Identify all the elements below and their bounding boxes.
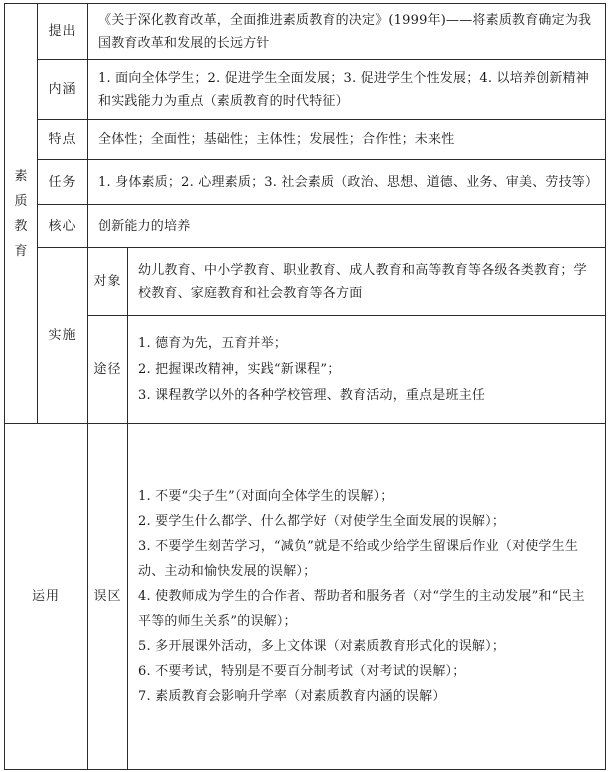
- list-item: 2. 把握课改精神，实践“新课程”；: [138, 361, 341, 377]
- label-wuqu: 误区: [88, 424, 128, 770]
- content-hexin: 创新能力的培养: [88, 205, 606, 248]
- section-title-char: 质: [14, 193, 28, 209]
- list-item: 2. 要学生什么都学、什么都学好（对使学生全面发展的误解）；: [138, 514, 506, 529]
- label-tichu: 提出: [38, 4, 88, 60]
- section-title-char: 教: [14, 218, 28, 234]
- list-item: 1. 德育为先，五育并举；: [138, 335, 288, 351]
- row-tedian: [5, 120, 606, 160]
- section-title: [5, 4, 38, 424]
- label-shishi: 实施: [38, 248, 88, 424]
- row-duixiang: [5, 248, 606, 316]
- list-item: 5. 多开展课外活动，多上文体课（对素质教育形式化的误解）；: [138, 639, 506, 654]
- label-renwu: 任务: [38, 160, 88, 205]
- content-tedian: 全体性；全面性；基础性；主体性；发展性；合作性；未来性: [88, 120, 606, 160]
- content-tujing: [128, 316, 606, 424]
- label-tedian: 特点: [38, 120, 88, 160]
- row-renwu: [5, 160, 606, 205]
- row-hexin: [5, 205, 606, 248]
- label-neihan: 内涵: [38, 60, 88, 120]
- row-tujing: [5, 316, 606, 424]
- section-title-char: 素: [14, 168, 28, 184]
- list-item: 1. 不要“尖子生”（对面向全体学生的误解）；: [138, 489, 394, 504]
- content-wuqu: [128, 424, 606, 770]
- label-hexin: 核心: [38, 205, 88, 248]
- content-duixiang: 幼儿教育、中小学教育、职业教育、成人教育和高等教育等各级各类教育；学校教育、家庭教育和社会教育等各方面: [128, 248, 606, 316]
- label-duixiang: 对象: [88, 248, 128, 316]
- label-yunyong: 运用: [5, 424, 88, 770]
- quality-education-table: [4, 3, 606, 770]
- section-title-char: 育: [14, 243, 28, 259]
- content-neihan: 1. 面向全体学生；2. 促进学生全面发展；3. 促进学生个性发展；4. 以培养创新精神和实践能力为重点（素质教育的时代特征）: [88, 60, 606, 120]
- label-tujing: 途径: [88, 316, 128, 424]
- list-item: 3. 不要学生刻苦学习，“减负”就是不给或少给学生留课后作业（对使学生生动、主动和愉快发展的误解）；: [138, 539, 579, 579]
- content-renwu: 1. 身体素质；2. 心理素质；3. 社会素质（政治、思想、道德、业务、审美、劳技等）: [88, 160, 606, 205]
- row-tichu: [5, 4, 606, 60]
- list-item: 7. 素质教育会影响升学率（对素质教育内涵的误解）: [138, 689, 446, 704]
- content-tichu: 《关于深化教育改革，全面推进素质教育的决定》(1999年)——将素质教育确定为我国教育改革和发展的长远方针: [88, 4, 606, 60]
- list-item: 6. 不要考试，特别是不要百分制考试（对考试的误解）；: [138, 664, 466, 679]
- row-neihan: [5, 60, 606, 120]
- list-item: 4. 使教师成为学生的合作者、帮助者和服务者（对“学生的主动发展”和“民主平等的师生关系”的误解）；: [138, 589, 585, 629]
- list-item: 3. 课程教学以外的各种学校管理、教育活动，重点是班主任: [138, 387, 486, 403]
- row-wuqu: [5, 424, 606, 770]
